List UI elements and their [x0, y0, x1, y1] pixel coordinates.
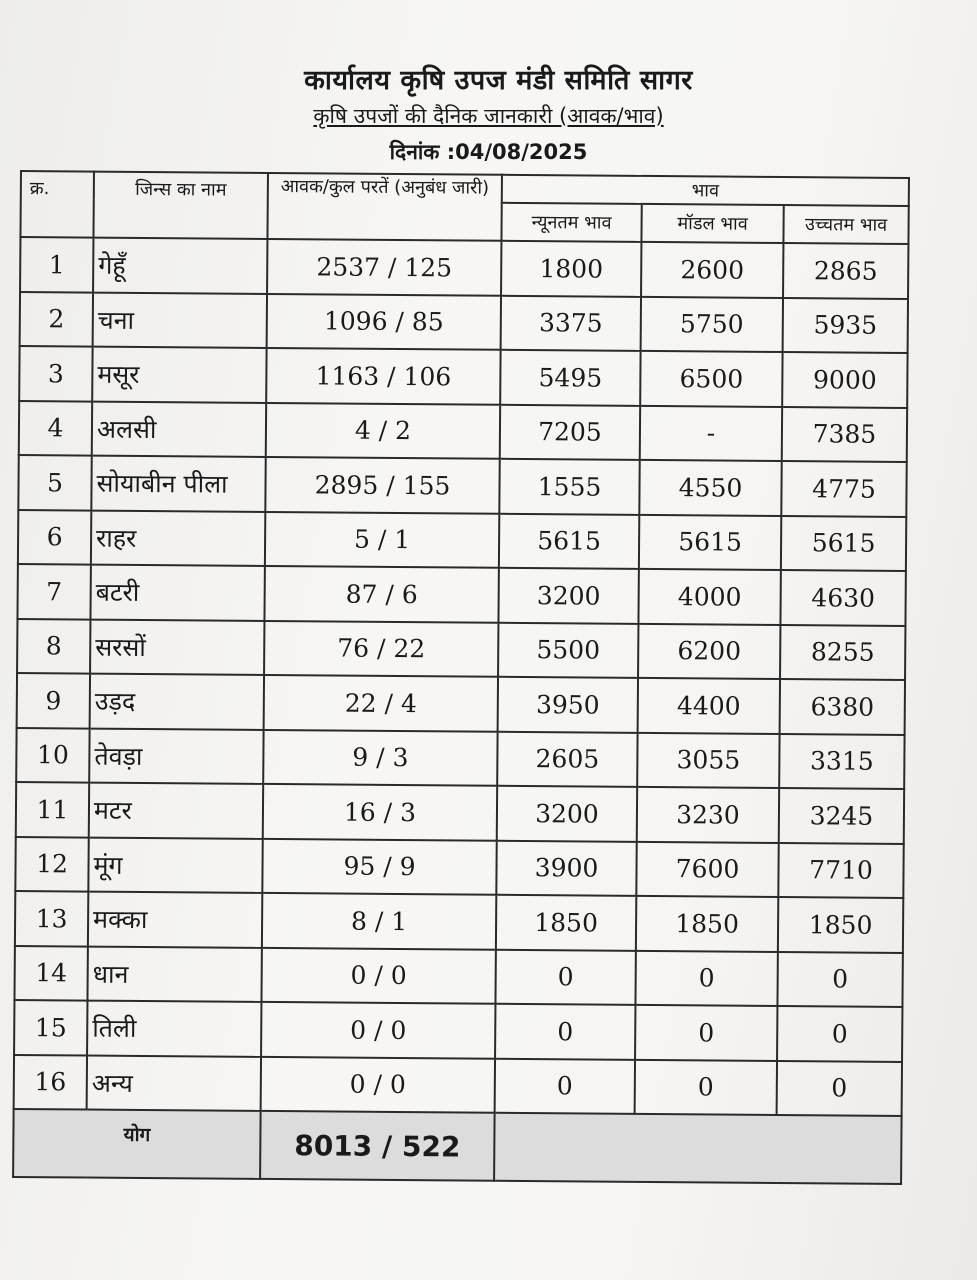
row-max-price: 4775 [781, 461, 906, 516]
total-empty-cell [494, 1113, 902, 1184]
row-max-price: 7710 [778, 842, 903, 897]
row-sno: 12 [15, 836, 88, 891]
row-min-price: 1850 [496, 895, 636, 951]
row-sno: 15 [14, 1000, 87, 1055]
total-arrival-value: 8013 / 522 [260, 1111, 495, 1181]
row-arrival: 2537 / 125 [267, 239, 501, 295]
row-arrival: 1163 / 106 [266, 348, 500, 404]
row-min-price: 3200 [498, 568, 638, 624]
row-max-price: 5935 [783, 297, 908, 352]
row-sno: 10 [16, 727, 89, 782]
table-row [17, 618, 905, 679]
table-row [20, 237, 908, 298]
row-sno: 6 [18, 509, 91, 564]
row-arrival: 22 / 4 [264, 675, 498, 731]
row-min-price: 7205 [500, 404, 640, 460]
row-sno: 1 [20, 237, 93, 292]
mandi-price-table [12, 170, 910, 1185]
row-min-price: 2605 [497, 731, 637, 787]
row-commodity: गेहूँ [93, 238, 267, 294]
row-commodity: मसूर [92, 347, 266, 403]
row-sno: 4 [19, 401, 92, 456]
row-sno: 7 [17, 564, 90, 619]
row-sno: 3 [19, 346, 92, 401]
row-max-price: 7385 [782, 406, 907, 461]
row-max-price: 0 [777, 1060, 902, 1115]
row-model-price: 6200 [638, 623, 780, 679]
row-min-price: 5495 [500, 350, 640, 406]
row-commodity: बटरी [90, 565, 264, 621]
column-header-max-price: उच्चतम भाव [783, 205, 908, 244]
table-row [16, 727, 904, 788]
row-min-price: 3375 [501, 295, 641, 351]
row-model-price: 5615 [639, 514, 781, 570]
row-max-price: 9000 [782, 352, 907, 407]
row-sno: 5 [18, 455, 91, 510]
row-arrival: 8 / 1 [262, 893, 496, 949]
table-row [14, 1000, 902, 1061]
row-model-price: 0 [635, 950, 777, 1006]
row-arrival: 0 / 0 [261, 1002, 495, 1058]
row-min-price: 3200 [497, 786, 637, 842]
row-commodity: धान [87, 946, 261, 1002]
row-max-price: 5615 [781, 515, 906, 570]
table-row [18, 455, 906, 516]
row-max-price: 8255 [780, 624, 905, 679]
row-commodity: मूंग [88, 837, 262, 893]
row-model-price: 3055 [637, 732, 779, 788]
row-sno: 11 [16, 782, 89, 837]
row-model-price: 0 [635, 1059, 777, 1115]
row-arrival: 4 / 2 [266, 402, 500, 458]
row-min-price: 0 [495, 1058, 635, 1114]
table-row [19, 346, 907, 407]
row-model-price: 4400 [638, 678, 780, 734]
total-row [13, 1109, 902, 1184]
row-model-price: - [640, 405, 782, 461]
table-row [17, 564, 905, 625]
row-arrival: 16 / 3 [263, 784, 497, 840]
table-row [16, 782, 904, 843]
row-min-price: 1800 [501, 241, 641, 297]
row-sno: 16 [14, 1054, 87, 1109]
row-commodity: राहर [91, 510, 265, 566]
row-commodity: चना [93, 292, 267, 348]
row-model-price: 4000 [638, 569, 780, 625]
row-commodity: उड़द [90, 674, 264, 730]
row-arrival: 5 / 1 [265, 511, 499, 567]
row-arrival: 2895 / 155 [265, 457, 499, 513]
table-row [15, 836, 903, 897]
column-header-model-price: मॉडल भाव [641, 204, 783, 243]
row-max-price: 0 [777, 1006, 902, 1061]
table-row [19, 401, 907, 462]
row-sno: 2 [20, 292, 93, 347]
table-row [15, 891, 903, 952]
column-header-arrival: आवक/कुल परतें (अनुबंध जारी) [267, 173, 502, 241]
row-sno: 14 [14, 945, 87, 1000]
row-min-price: 3900 [496, 840, 636, 896]
row-max-price: 3245 [779, 788, 904, 843]
row-max-price: 0 [777, 951, 902, 1006]
table-row [18, 509, 906, 570]
row-min-price: 5615 [499, 513, 639, 569]
report-subtitle: कृषि उपजों की दैनिक जानकारी (आवक/भाव) [313, 104, 664, 128]
row-model-price: 7600 [636, 841, 778, 897]
row-sno: 13 [15, 891, 88, 946]
row-arrival: 0 / 0 [261, 947, 495, 1003]
row-commodity: अलसी [92, 401, 266, 457]
row-sno: 8 [17, 618, 90, 673]
row-model-price: 0 [635, 1005, 777, 1061]
row-arrival: 87 / 6 [264, 566, 498, 622]
row-min-price: 3950 [498, 677, 638, 733]
table-row [17, 673, 905, 734]
row-commodity: अन्य [87, 1055, 261, 1111]
row-arrival: 9 / 3 [263, 729, 497, 785]
row-commodity: सरसों [90, 619, 264, 675]
price-table-wrapper [12, 170, 934, 1185]
column-header-price-group: भाव [502, 175, 909, 206]
row-commodity: तेवड़ा [89, 728, 263, 784]
row-max-price: 2865 [783, 243, 908, 298]
row-sno: 9 [17, 673, 90, 728]
total-label: योग [13, 1109, 261, 1179]
column-header-min-price: न्यूनतम भाव [501, 203, 641, 242]
row-model-price: 5750 [641, 296, 783, 352]
row-max-price: 6380 [780, 679, 905, 734]
row-arrival: 76 / 22 [264, 620, 498, 676]
report-date: दिनांक :04/08/2025 [389, 140, 588, 164]
row-max-price: 1850 [778, 897, 903, 952]
row-arrival: 0 / 0 [261, 1056, 495, 1112]
row-commodity: मटर [89, 783, 263, 839]
row-arrival: 1096 / 85 [267, 293, 501, 349]
table-row [20, 292, 908, 353]
row-commodity: सोयाबीन पीला [91, 456, 265, 512]
row-model-price: 2600 [641, 242, 783, 298]
row-arrival: 95 / 9 [262, 838, 496, 894]
row-commodity: मक्का [88, 892, 262, 948]
row-model-price: 1850 [636, 896, 778, 952]
row-min-price: 1555 [499, 459, 639, 515]
row-model-price: 3230 [637, 787, 779, 843]
row-model-price: 6500 [640, 351, 782, 407]
row-min-price: 5500 [498, 622, 638, 678]
row-min-price: 0 [495, 949, 635, 1005]
table-row [14, 1054, 902, 1115]
table-row [14, 945, 902, 1006]
column-header-sno: क्र. [20, 171, 94, 238]
column-header-commodity: जिन्स का नाम [93, 172, 268, 239]
row-max-price: 3315 [779, 733, 904, 788]
row-min-price: 0 [495, 1004, 635, 1060]
office-title: कार्यालय कृषि उपज मंडी समिति सागर [304, 65, 693, 96]
row-max-price: 4630 [780, 570, 905, 625]
row-model-price: 4550 [639, 460, 781, 516]
row-commodity: तिली [87, 1001, 261, 1057]
